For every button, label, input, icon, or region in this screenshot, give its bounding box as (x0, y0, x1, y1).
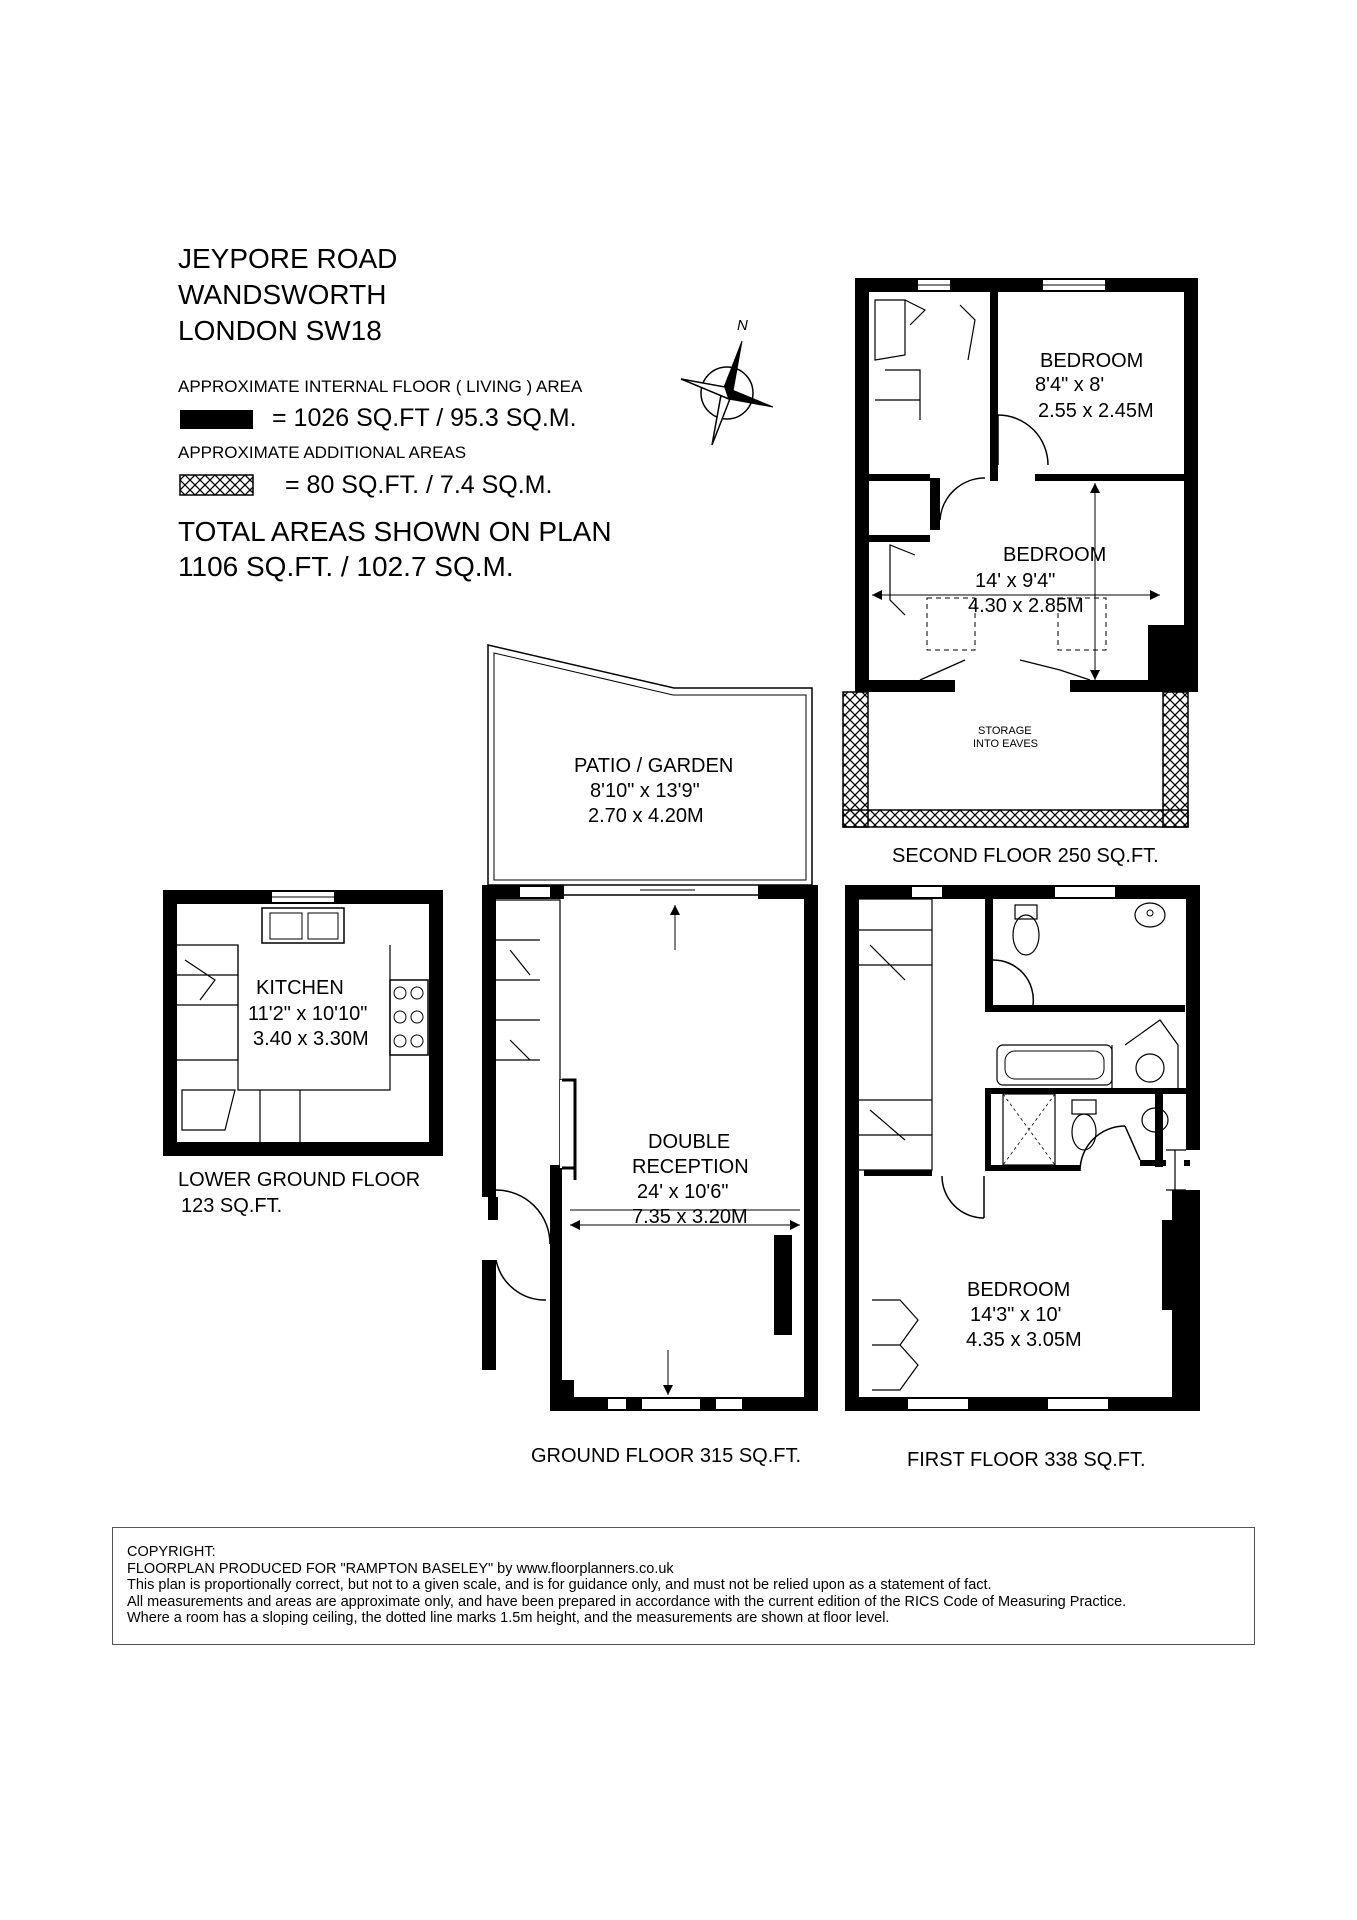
first-floor-label: FIRST FLOOR 338 SQ.FT. (907, 1449, 1146, 1471)
lower-ground-floor-label-2: 123 SQ.FT. (181, 1195, 283, 1217)
bedroom-mid-metric: 4.30 x 2.85M (968, 595, 1084, 617)
address-line-1: JEYPORE ROAD (178, 243, 398, 274)
bedroom-mid-name: BEDROOM (1003, 544, 1107, 566)
copyright-line-2: This plan is proportionally correct, but not to a given scale, and is for guidance only, and must not be relied upon as a statement of fact. (127, 1577, 992, 1593)
bedroom-mid-imperial: 14' x 9'4" (975, 570, 1056, 592)
bedroom-top-metric: 2.55 x 2.45M (1038, 400, 1154, 422)
address-line-3: LONDON SW18 (178, 315, 382, 346)
copyright-box (112, 1527, 1255, 1645)
bedroom-first-name: BEDROOM (967, 1279, 1071, 1301)
kitchen-name: KITCHEN (256, 977, 344, 999)
copyright-line-1: FLOORPLAN PRODUCED FOR "RAMPTON BASELEY" by www.floorplanners.co.uk (127, 1560, 674, 1577)
total-area-line-1: TOTAL AREAS SHOWN ON PLAN (178, 516, 612, 547)
patio-metric: 2.70 x 4.20M (588, 805, 704, 827)
reception-imperial: 24' x 10'6" (637, 1181, 729, 1203)
address-line-2: WANDSWORTH (178, 279, 387, 310)
reception-name-2: RECEPTION (632, 1156, 749, 1178)
additional-area-value: = 80 SQ.FT. / 7.4 SQ.M. (285, 471, 553, 499)
bedroom-top-imperial: 8'4" x 8' (1035, 374, 1105, 396)
storage-line-2: INTO EAVES (973, 738, 1039, 750)
second-floor-label: SECOND FLOOR 250 SQ.FT. (892, 845, 1159, 867)
bedroom-top-name: BEDROOM (1040, 350, 1144, 372)
total-area-line-2: 1106 SQ.FT. / 102.7 SQ.M. (178, 551, 514, 582)
patio-name: PATIO / GARDEN (574, 755, 734, 777)
lower-ground-floor-label-1: LOWER GROUND FLOOR (178, 1169, 421, 1191)
storage-line-1: STORAGE (978, 725, 1032, 737)
copyright-heading: COPYRIGHT: (127, 1544, 216, 1560)
copyright-line-4: Where a room has a sloping ceiling, the dotted line marks 1.5m height, and the measurements are shown at floor level. (127, 1610, 890, 1626)
bedroom-first-metric: 4.35 x 3.05M (966, 1329, 1082, 1351)
living-area-label: APPROXIMATE INTERNAL FLOOR ( LIVING ) AREA (178, 377, 583, 396)
living-area-value: = 1026 SQ.FT / 95.3 SQ.M. (272, 404, 577, 432)
bedroom-first-imperial: 14'3" x 10' (970, 1304, 1062, 1326)
patio-imperial: 8'10" x 13'9" (590, 780, 700, 802)
compass-icon (681, 341, 773, 445)
compass-north-label: N (737, 317, 748, 334)
additional-area-swatch (180, 475, 253, 495)
ground-floor-label: GROUND FLOOR 315 SQ.FT. (531, 1445, 802, 1467)
reception-metric: 7.35 x 3.20M (632, 1206, 748, 1228)
kitchen-imperial: 11'2" x 10'10" (248, 1003, 368, 1025)
living-area-swatch (180, 410, 253, 429)
additional-area-label: APPROXIMATE ADDITIONAL AREAS (178, 443, 467, 462)
reception-name-1: DOUBLE (648, 1131, 731, 1153)
kitchen-metric: 3.40 x 3.30M (253, 1028, 369, 1050)
copyright-line-3: All measurements and areas are approximate only, and have been prepared in accordance with the current edition of the RICS Code of Measuring Practice. (127, 1593, 1127, 1610)
